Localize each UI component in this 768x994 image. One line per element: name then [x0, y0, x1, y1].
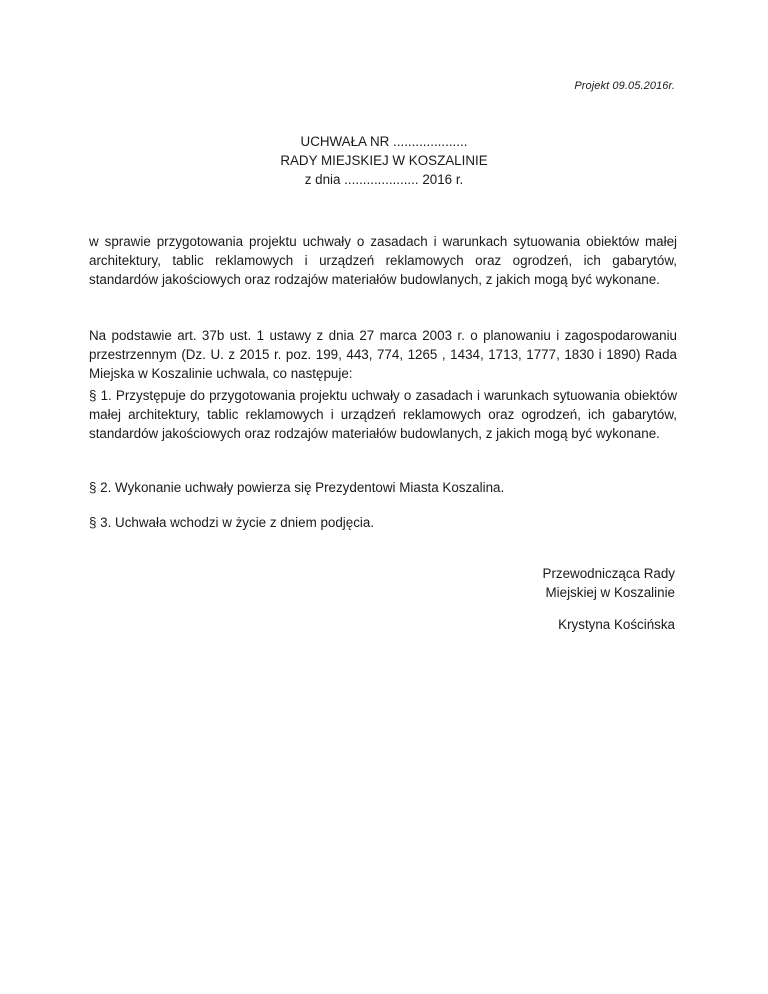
- signatory-name: Krystyna Kościńska: [558, 617, 675, 632]
- signatory-title-line-2: Miejskiej w Koszalinie: [545, 585, 675, 600]
- signatory-title: [543, 564, 675, 602]
- signatory-title-line-1: Przewodnicząca Rady: [542, 566, 675, 581]
- resolution-date: z dnia .................... 2016 r.: [304, 172, 464, 187]
- paragraph-3: § 3. Uchwała wchodzi w życie z dniem podjęcia.: [89, 515, 375, 530]
- issuing-body: RADY MIEJSKIEJ W KOSZALINIE: [280, 153, 488, 168]
- resolution-title: [0, 132, 768, 189]
- paragraph-1: § 1. Przystępuje do przygotowania projektu uchwały o zasadach i warunkach sytuowania obiektów małej architektury, tablic reklamowych i urządzeń reklamowych oraz ogrodzeń, ich gabarytów, standardów jakościowych oraz rodzajów materiałów budowlanych, z jakich mogą być wykonane.: [89, 388, 677, 441]
- project-date-note: Projekt 09.05.2016r.: [574, 80, 675, 92]
- resolution-subject: w sprawie przygotowania projektu uchwały o zasadach i warunkach sytuowania obiektów małej architektury, tablic reklamowych i urządzeń reklamowych oraz ogrodzeń, ich gabarytów, standardów jakościowych oraz rodzajów materiałów budowlanych, z jakich mogą być wykonane.: [89, 234, 677, 287]
- legal-basis: Na podstawie art. 37b ust. 1 ustawy z dnia 27 marca 2003 r. o planowaniu i zagospodarowaniu przestrzennym (Dz. U. z 2015 r. poz. 199, 443, 774, 1265 , 1434, 1713, 1777, 1830 i 1890) Rada Miejska w Koszalinie uchwala, co następuje:: [89, 328, 677, 381]
- paragraph-2: § 2. Wykonanie uchwały powierza się Prezydentowi Miasta Koszalina.: [89, 480, 505, 495]
- resolution-number: UCHWAŁA NR ....................: [300, 134, 468, 149]
